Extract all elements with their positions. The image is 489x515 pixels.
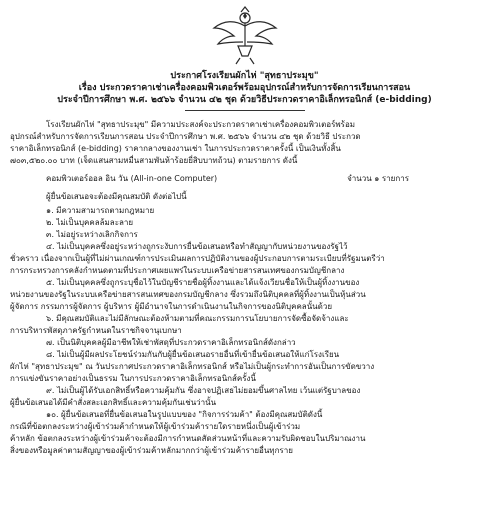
qualification-first-line: ๑. มีความสามารถตามกฎหมาย [46, 206, 155, 215]
qualification-first-line: ๑๐. ผู้ยื่นข้อเสนอที่ยื่นข้อเสนอในรูปแบบของ "กิจการร่วมค้า" ต้องมีคุณสมบัติดังนี้ [46, 410, 323, 419]
qualification-first-line: ๘. ไม่เป็นผู้มีผลประโยชน์ร่วมกันกับผู้ยื่นข้อเสนอรายอื่นที่เข้ายื่นข้อเสนอให้แก่โรงเรียน [46, 350, 340, 359]
qualification-continuation-line: ผู้ยื่นข้อเสนอได้มีคำสั่งสละเอกสิทธิ์และความคุ้มกันเช่นว่านั้น [10, 398, 217, 407]
heading-subject: เรื่อง ประกวดราคาเช่าเครื่องคอมพิวเตอร์พร้อมอุปกรณ์สำหรับการจัดการเรียนการสอน [78, 83, 411, 93]
qualification-item [10, 313, 479, 337]
qualification-first-line: ๕. ไม่เป็นบุคคลซึ่งถูกระบุชื่อไว้ในบัญชีรายชื่อผู้ทิ้งงานและได้แจ้งเวียนชื่อให้เป็นผู้ทิ้งงานของ [46, 278, 360, 287]
qualification-item [10, 409, 479, 457]
item-name: คอมพิวเตอร์ออล อิน วัน (All-in-one Computer) [46, 174, 218, 183]
intro-paragraph [10, 119, 479, 167]
qualification-item [10, 217, 479, 229]
qualification-continuation-line: การกระทรวงการคลังกำหนดตามที่ประกาศเผยแพร่ในระบบเครือข่ายสารสนเทศของกรมบัญชีกลาง [10, 266, 345, 275]
qualification-item [10, 229, 479, 241]
qualification-continuation-line: การบริหารพัสดุภาครัฐกำหนดในราชกิจจานุเบกษา [10, 326, 182, 335]
heading-divider [185, 110, 305, 111]
qualification-continuation-line: ค้าหลัก ข้อตกลงระหว่างผู้เข้าร่วมค้าจะต้องมีการกำหนดสัดส่วนหน้าที่และความรับผิดชอบในปริมาณงาน [10, 434, 366, 443]
qualification-item [10, 385, 479, 409]
announcement-heading [10, 70, 479, 106]
qualification-continuation-line: การแข่งขันราคาอย่างเป็นธรรม ในการประกวดราคาอิเล็กทรอนิกส์ครั้งนี้ [10, 374, 256, 383]
qualification-item [10, 277, 479, 313]
qualification-continuation-line: สิ่งของหรือมูลค่าตามสัญญาของผู้เข้าร่วมค้าหลักมากกว่าผู้เข้าร่วมค้ารายอื่นทุกราย [10, 446, 293, 455]
item-row [46, 173, 479, 185]
qualification-continuation-line: หน่วยงานของรัฐในระบบเครือข่ายสารสนเทศของกรมบัญชีกลาง ซึ่งรวมถึงนิติบุคคลที่ผู้ทิ้งงานเป็นหุ้นส่วน [10, 290, 366, 299]
qualification-item [10, 205, 479, 217]
qualification-continuation-line: ผักไห่ "สุทธาประมุข" ณ วันประกาศประกวดราคาอิเล็กทรอนิกส์ หรือไม่เป็นผู้กระทำการอันเป็นการขัดขวาง [10, 362, 375, 371]
heading-period: ประจำปีการศึกษา พ.ศ. ๒๕๖๖ จำนวน ๔๒ ชุด ด้วยวิธีประกวดราคาอิเล็กทรอนิกส์ (e-bidding) [57, 95, 432, 105]
qualification-item [10, 241, 479, 277]
qualifications-title: ผู้ยื่นข้อเสนอจะต้องมีคุณสมบัติ ดังต่อไปนี้ [46, 192, 187, 201]
qualification-first-line: ๙. ไม่เป็นผู้ได้รับเอกสิทธิ์หรือความคุ้มกัน ซึ่งอาจปฏิเสธไม่ยอมขึ้นศาลไทย เว้นแต่รัฐบาลของ [46, 386, 361, 395]
intro-line: ราคาอิเล็กทรอนิกส์ (e-bidding) ราคากลางของงานเช่า ในการประกวดราคาครั้งนี้ เป็นเงินทั้งสิ้น [10, 144, 341, 153]
intro-line: อุปกรณ์สำหรับการจัดการเรียนการสอน ประจำปีการศึกษา พ.ศ. ๒๕๖๖ จำนวน ๔๒ ชุด ด้วยวิธี ประกวด [10, 132, 361, 141]
qualifications-list [10, 205, 479, 457]
intro-line: ๗๐๓,๕๒๐.๐๐ บาท (เจ็ดแสนสามหมื่นสามพันห้าร้อยยี่สิบบาทถ้วน) ตามรายการ ดังนี้ [10, 156, 298, 165]
garuda-emblem-icon [210, 6, 280, 66]
qualification-continuation-line: ผู้จัดการ กรรมการผู้จัดการ ผู้บริหาร ผู้มีอำนาจในการดำเนินงานในกิจการของนิติบุคคลนั้นด้วย [10, 302, 333, 311]
qualification-first-line: ๔. ไม่เป็นบุคคลซึ่งอยู่ระหว่างถูกระงับการยื่นข้อเสนอหรือทำสัญญากับหน่วยงานของรัฐไว้ [46, 242, 348, 251]
item-quantity: จำนวน ๑ รายการ [347, 174, 409, 183]
qualification-first-line: ๗. เป็นนิติบุคคลผู้มีอาชีพให้เช่าพัสดุที่ประกวดราคาอิเล็กทรอนิกส์ดังกล่าว [46, 338, 296, 347]
intro-line: โรงเรียนผักไห่ "สุทธาประมุข" มีความประสงค์จะประกวดราคาเช่าเครื่องคอมพิวเตอร์พร้อม [46, 120, 356, 129]
qualification-first-line: ๓. ไม่อยู่ระหว่างเลิกกิจการ [46, 230, 138, 239]
qualification-continuation-line: กรณีที่ข้อตกลงระหว่างผู้เข้าร่วมค้ากำหนดให้ผู้เข้าร่วมค้ารายใดรายหนึ่งเป็นผู้เข้าร่วม [10, 422, 301, 431]
qualification-first-line: ๒. ไม่เป็นบุคคลล้มละลาย [46, 218, 134, 227]
qualification-item [10, 349, 479, 385]
qualification-continuation-line: ชั่วคราว เนื่องจากเป็นผู้ที่ไม่ผ่านเกณฑ์การประเมินผลการปฏิบัติงานของผู้ประกอบการตามระเบียบที่รัฐมนตรีว่า [10, 254, 385, 263]
heading-title: ประกาศโรงเรียนผักไห่ "สุทธาประมุข" [170, 71, 319, 81]
qualification-first-line: ๖. มีคุณสมบัติและไม่มีลักษณะต้องห้ามตามที่คณะกรรมการนโยบายการจัดซื้อจัดจ้างและ [46, 314, 349, 323]
qualification-item [10, 337, 479, 349]
